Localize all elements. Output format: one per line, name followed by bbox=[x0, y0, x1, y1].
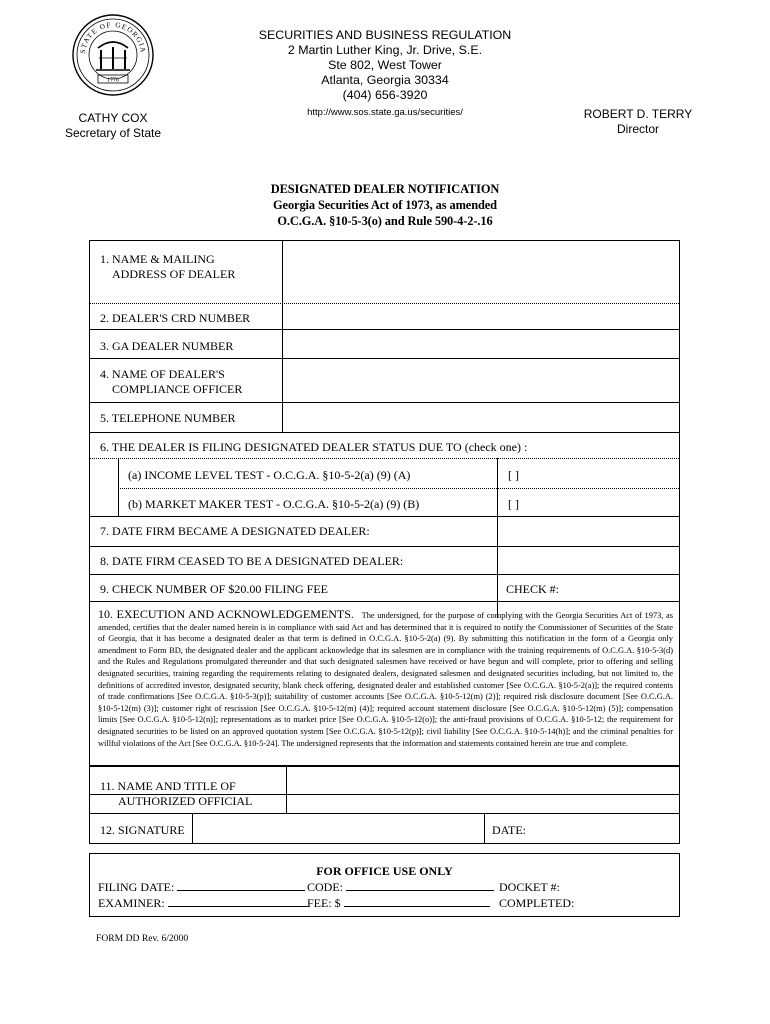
form-title bbox=[0, 181, 770, 229]
telephone-label: 5. TELEPHONE NUMBER bbox=[100, 411, 236, 425]
date-field[interactable] bbox=[535, 814, 679, 843]
execution-body: The undersigned, for the purpose of complying with the Georgia Securities Act of 1973, as amended, certifies that the dealer named herein is in compliance with said Act and has determined that it is required to notify the Commissioner of Securities of the State of Georgia, that it has become a designated dealer as that term is defined in O.C.G.A. §10-5-2(a) (9). By submitting this notification in the form of a Georgia only amendment to Form BD, the designated dealer and the applicant acknowledge that its salesmen are in compliance with the training requirements of O.C.G.A. §10-5-3(d) and the Rules and Regulations promulgated thereunder and that such designated salesmen have received or have begun and will complete, prior to offering and selling designated securities, training regarding the requirements relating to designated dealers, designated salesmen and designated securities including, but not limited to, the definitions of accredited investor, designated security, blank check offering, designated dealer and established customer [See O.C.G.A. §10-5-2(a)]; the required contents of trade confirmations [See O.C.G.A. §10-5-3(p)]; suitability of customer accounts [See O.C.G.A. §10-5-12(m) (2)]; required risk disclosure document [See O.C.G.A. §10-5-12(m) (3)]; customer right of rescission [See O.C.G.A. §10-5-12(m) (4)]; required account statement disclosure [See O.C.G.A. §10-5-12(m) (5)]; compensation limits [See O.C.G.A. §10-5-12(n)]; representations as to market price [See O.C.G.A. §10-5-12(o)]; the anti-fraud provisions of O.C.G.A. §10-5-12; the requirement for designated securities to be listed on an approved quotation system [See O.C.G.A. §10-5-12(p)]; civil liability [See O.C.G.A. §10-5-14(h)]; and the criminal penalties for willful violations of the Act [See O.C.G.A. §10-5-24]. The undersigned represents that the information and statements contained herein are true and complete. bbox=[98, 611, 673, 748]
signature-field[interactable] bbox=[193, 814, 484, 843]
form-title-line-3: O.C.G.A. §10-5-3(o) and Rule 590-4-2-.16 bbox=[277, 214, 493, 228]
ga-dealer-number-label: 3. GA DEALER NUMBER bbox=[100, 339, 234, 353]
secretary-name: CATHY COX bbox=[78, 111, 148, 125]
docket-label: DOCKET #: bbox=[499, 880, 560, 894]
compliance-officer-label-line-1: 4. NAME OF DEALER'S bbox=[100, 367, 225, 381]
execution-heading: 10. EXECUTION AND ACKNOWLEDGEMENTS. bbox=[98, 607, 354, 621]
fee-label: FEE: $ bbox=[307, 896, 341, 910]
date-became-label: 7. DATE FIRM BECAME A DESIGNATED DEALER: bbox=[100, 524, 370, 538]
compliance-officer-field[interactable] bbox=[283, 359, 679, 402]
filing-date-row bbox=[98, 880, 305, 895]
agency-name: SECURITIES AND BUSINESS REGULATION bbox=[258, 28, 512, 42]
filing-date-label: FILING DATE: bbox=[98, 880, 175, 894]
date-ceased-field[interactable] bbox=[498, 547, 679, 574]
execution-acknowledgement bbox=[98, 609, 673, 749]
dealer-form bbox=[89, 240, 680, 795]
director-name: ROBERT D. TERRY bbox=[583, 107, 693, 121]
option-a-checkbox[interactable]: [ ] bbox=[508, 468, 519, 482]
ga-dealer-number-field[interactable] bbox=[283, 330, 679, 358]
completed-row bbox=[499, 896, 574, 911]
secretary-title: Secretary of State bbox=[64, 126, 162, 140]
signature-section bbox=[89, 765, 680, 844]
row-divider bbox=[118, 488, 679, 489]
director-title: Director bbox=[616, 122, 659, 136]
examiner-field[interactable] bbox=[168, 896, 308, 907]
agency-address-line-2: Ste 802, West Tower bbox=[328, 58, 442, 72]
seal-year: 1776 bbox=[107, 77, 119, 84]
option-a-income-level: (a) INCOME LEVEL TEST - O.C.G.A. §10-5-2(a) (9) (A) bbox=[128, 468, 411, 482]
row-divider bbox=[90, 432, 679, 433]
crd-field[interactable] bbox=[283, 304, 679, 329]
seal-arc-text: STATE OF GEORGIA bbox=[78, 20, 148, 55]
office-use-section bbox=[89, 853, 680, 917]
date-ceased-label: 8. DATE FIRM CEASED TO BE A DESIGNATED DEALER: bbox=[100, 554, 404, 568]
docket-row bbox=[499, 880, 560, 895]
form-title-line-1: DESIGNATED DEALER NOTIFICATION bbox=[270, 182, 500, 196]
row-divider bbox=[90, 601, 679, 602]
option-b-checkbox[interactable]: [ ] bbox=[508, 497, 519, 511]
examiner-row bbox=[98, 896, 308, 911]
check-number-label: 9. CHECK NUMBER OF $20.00 FILING FEE bbox=[100, 582, 329, 596]
option-b-market-maker: (b) MARKET MAKER TEST - O.C.G.A. §10-5-2(a) (9) (B) bbox=[128, 497, 420, 511]
dealer-status-label: 6. THE DEALER IS FILING DESIGNATED DEALER STATUS DUE TO (check one) : bbox=[100, 440, 528, 454]
name-address-field[interactable] bbox=[283, 241, 679, 303]
fee-field[interactable] bbox=[344, 896, 490, 907]
name-address-label-line-1: 1. NAME & MAILING bbox=[100, 252, 215, 266]
agency-city: Atlanta, Georgia 30334 bbox=[321, 73, 449, 87]
date-became-field[interactable] bbox=[498, 517, 679, 546]
telephone-field[interactable] bbox=[283, 403, 679, 432]
examiner-label: EXAMINER: bbox=[98, 896, 165, 910]
agency-address-line-1: 2 Martin Luther King, Jr. Drive, S.E. bbox=[287, 43, 483, 57]
filing-date-field[interactable] bbox=[177, 880, 305, 891]
fee-row bbox=[307, 896, 490, 911]
row-divider bbox=[90, 458, 679, 459]
options-left-divider bbox=[118, 458, 119, 516]
code-field[interactable] bbox=[346, 880, 494, 891]
authorized-official-field[interactable] bbox=[287, 767, 679, 813]
date-divider bbox=[484, 813, 485, 843]
code-label: CODE: bbox=[307, 880, 343, 894]
director bbox=[578, 107, 698, 137]
form-revision: FORM DD Rev. 6/2000 bbox=[96, 933, 189, 944]
date-label: DATE: bbox=[492, 823, 526, 837]
row-divider bbox=[90, 574, 679, 575]
crd-label: 2. DEALER'S CRD NUMBER bbox=[100, 311, 251, 325]
code-row bbox=[307, 880, 494, 895]
compliance-officer-label-line-2: COMPLIANCE OFFICER bbox=[112, 382, 243, 396]
form-title-line-2: Georgia Securities Act of 1973, as amended bbox=[273, 198, 497, 212]
agency-website-link[interactable]: http://www.sos.state.ga.us/securities/ bbox=[307, 107, 463, 118]
agency-phone: (404) 656-3920 bbox=[342, 88, 428, 102]
authorized-official-label-line-1: 11. NAME AND TITLE OF bbox=[100, 779, 236, 793]
check-number-field[interactable]: CHECK #: bbox=[506, 582, 560, 596]
completed-label: COMPLETED: bbox=[499, 896, 575, 910]
authorized-official-label-line-2: AUTHORIZED OFFICIAL bbox=[118, 794, 253, 808]
name-address-label-line-2: ADDRESS OF DEALER bbox=[112, 267, 236, 281]
secretary-of-state bbox=[58, 111, 168, 141]
office-use-title: FOR OFFICE USE ONLY bbox=[316, 864, 453, 878]
signature-label: 12. SIGNATURE bbox=[100, 823, 185, 837]
